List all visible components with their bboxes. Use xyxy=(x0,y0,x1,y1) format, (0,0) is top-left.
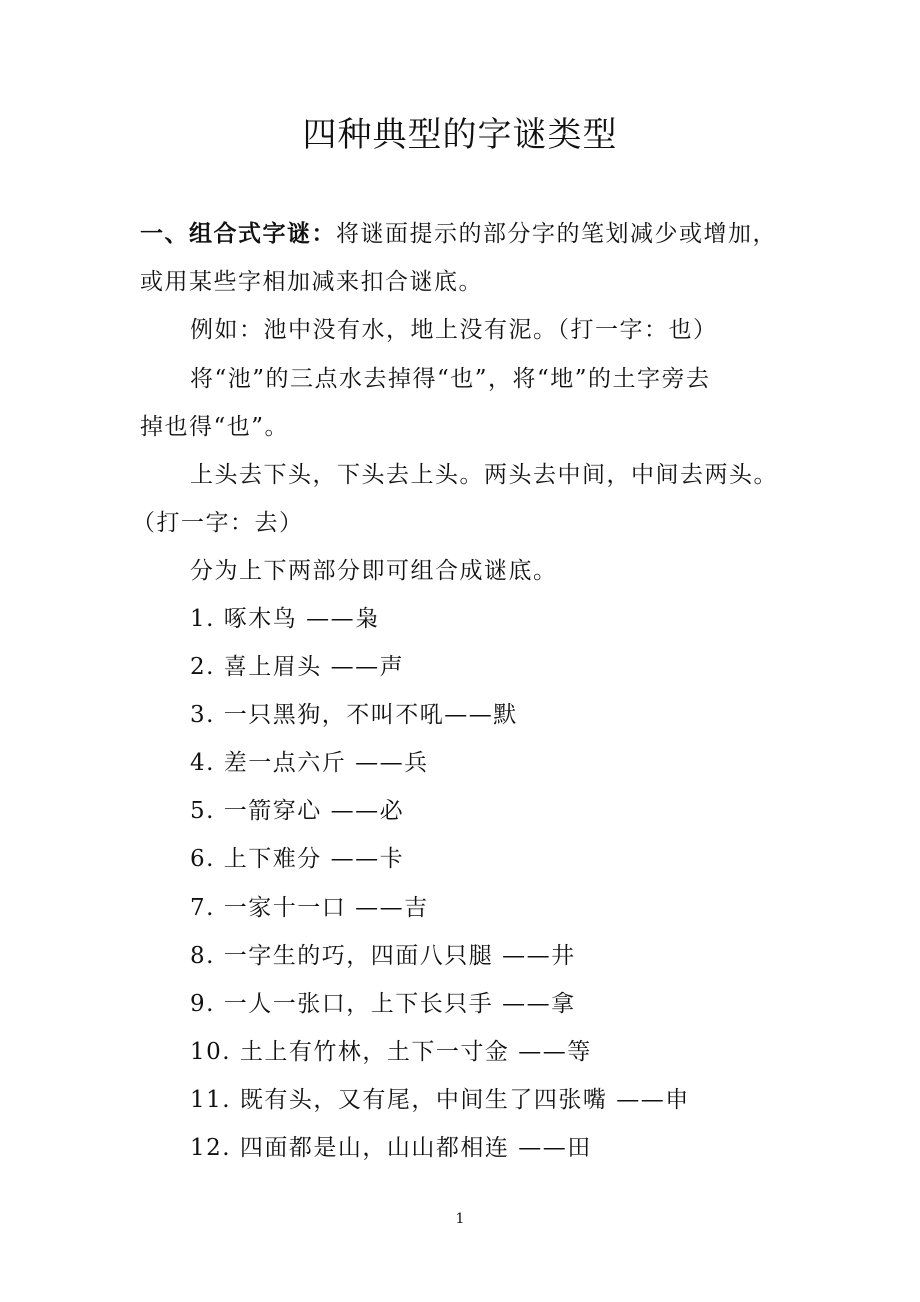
section-1-first-line xyxy=(140,218,777,250)
section-1-intro-continued: 或用某些字相加减来扣合谜底。 xyxy=(140,269,483,295)
example-1-riddle: 例如：池中没有水，地上没有泥。（打一字：也） xyxy=(190,317,718,343)
riddle-item: 4. 差一点六斤 ——兵 xyxy=(190,750,429,776)
example-1-explanation-continued: 掉也得“也”。 xyxy=(140,414,290,440)
riddle-item: 1. 啄木鸟 ——枭 xyxy=(190,606,380,632)
riddle-item: 9. 一人一张口，上下长只手 ——拿 xyxy=(190,991,576,1017)
riddle-item: 10. 土上有竹林，土下一寸金 ——等 xyxy=(190,1039,592,1065)
section-1-intro-text: 将谜面提示的部分字的笔划减少或增加， xyxy=(336,221,777,247)
document-title: 四种典型的字谜类型 xyxy=(302,115,618,155)
example-2-answer: （打一字：去） xyxy=(132,510,304,536)
riddle-item: 8. 一字生的巧，四面八只腿 ——井 xyxy=(190,943,576,969)
riddle-item: 5. 一箭穿心 ——必 xyxy=(190,798,405,824)
example-2-riddle: 上头去下头，下头去上头。两头去中间，中间去两头。 xyxy=(190,462,778,488)
riddle-item: 2. 喜上眉头 ——声 xyxy=(190,654,405,680)
riddle-item: 3. 一只黑狗，不叫不吼——默 xyxy=(190,702,518,728)
riddle-item: 12. 四面都是山，山山都相连 ——田 xyxy=(190,1135,592,1161)
riddle-item: 6. 上下难分 ——卡 xyxy=(190,846,405,872)
riddle-item: 11. 既有头，又有尾，中间生了四张嘴 ——申 xyxy=(190,1087,690,1113)
example-1-explanation: 将“池”的三点水去掉得“也”，将“地”的土字旁去 xyxy=(190,366,711,392)
section-1-heading: 一、组合式字谜： xyxy=(140,220,336,247)
example-2-explanation: 分为上下两部分即可组合成谜底。 xyxy=(190,558,558,584)
riddle-item: 7. 一家十一口 ——吉 xyxy=(190,895,429,921)
page-number: 1 xyxy=(455,1211,465,1227)
